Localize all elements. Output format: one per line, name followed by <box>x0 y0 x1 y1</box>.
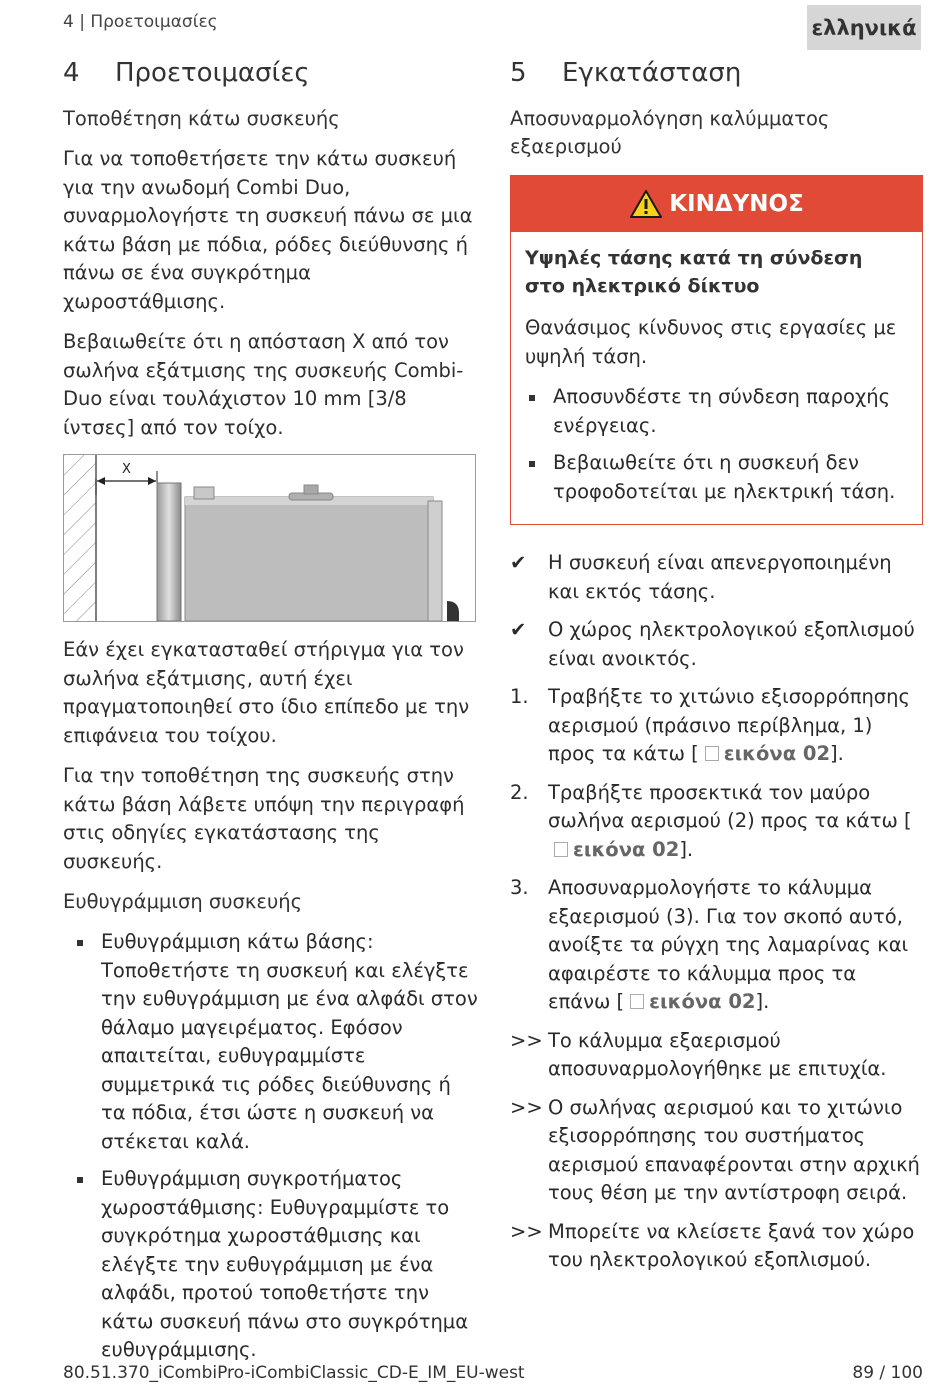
dimension-label-x: X <box>122 462 131 477</box>
list-item: Αποσυνδέστε τη σύνδεση παροχής ενέργειας. <box>525 383 908 440</box>
step-text: Η συσκευή είναι απενεργοποιημένη και εκτός τάσης. <box>548 551 892 603</box>
danger-text: Θανάσιμος κίνδυνος στις εργασίες με υψηλή τάση. <box>525 316 897 368</box>
step-text-end: ]. <box>830 742 844 765</box>
document-id: 80.51.370_iCombiPro-iCombiClassic_CD-E_IM_EU-west <box>63 1363 525 1383</box>
precondition-item <box>510 616 923 673</box>
danger-body <box>511 232 922 524</box>
figure-ref-icon <box>554 842 568 857</box>
result-item <box>510 1094 923 1208</box>
result-marker: >> <box>510 1095 543 1119</box>
danger-heading: Υψηλές τάσης κατά τη σύνδεση στο ηλεκτρικό δίκτυο <box>525 247 863 297</box>
step-text: Ο σωλήνας αερισμού και το χιτώνιο εξισορρόπησης του συστήματος αερισμού επαναφέρονται στην αρχική τους θέση με την αντίστροφη σειρά. <box>548 1095 920 1204</box>
step-item <box>510 683 923 769</box>
figure-ref-link[interactable]: εικόνα 02 <box>649 990 756 1013</box>
alignment-list <box>63 928 478 1365</box>
appliance-side-panel <box>428 501 442 621</box>
subtitle-remove-vent-cover: Αποσυναρμολόγηση καλύμματος εξαερισμού <box>510 107 830 158</box>
section-title-text: Προετοιμασίες <box>115 58 310 88</box>
paragraph: Εάν έχει εγκατασταθεί στήριγμα για τον σωλήνα εξάτμισης, αυτή έχει πραγματοποιηθεί στο ίδιο επίπεδο με την επιφάνεια του τοίχου. <box>63 638 470 747</box>
step-text: Μπορείτε να κλείσετε ξανά τον χώρο του ηλεκτρολογικού εξοπλισμού. <box>548 1219 915 1271</box>
section-title-preparations <box>63 55 478 91</box>
section-title-text: Εγκατάσταση <box>562 58 742 88</box>
step-number: 1. <box>510 685 529 708</box>
result-item <box>510 1027 923 1084</box>
wall-distance-illustration <box>64 455 475 621</box>
subtitle-install-lower-unit: Τοποθέτηση κάτω συσκευής <box>63 107 340 130</box>
steps-list <box>510 549 923 1275</box>
result-marker: >> <box>510 1028 543 1052</box>
step-text-end: ]. <box>679 837 694 861</box>
figure-ref-icon <box>705 746 719 761</box>
warning-triangle-icon <box>629 189 663 219</box>
section-title-installation <box>510 55 923 91</box>
section-number: 5 <box>510 58 527 88</box>
step-text: Αποσυναρμολογήστε το κάλυμμα εξαερισμού (3). Για τον σκοπό αυτό, ανοίξτε τα ρύγχη της λαμαρίνας και αφαιρέστε το κάλυμμα προς τα επάνω [ <box>548 876 909 1013</box>
paragraph: Για να τοποθετήσετε την κάτω συσκευή για την ανωδομή Combi Duo, συναρμολογήστε τη συσκευή πάνω σε μια κάτω βάση με πόδια, ρόδες διεύθυνσης ή πάνω σε ένα συγκρότημα χωροστάθμισης. <box>63 147 473 313</box>
step-text: Ο χώρος ηλεκτρολογικού εξοπλισμού είναι ανοικτός. <box>548 618 915 670</box>
paragraph: Για την τοποθέτηση της συσκευής στην κάτω βάση λάβετε υπόψη την περιγραφή στις οδηγίες εγκατάστασης της συσκευής. <box>63 764 465 873</box>
wall-hatch <box>64 455 96 621</box>
step-item <box>510 874 923 1017</box>
wall-distance-figure <box>63 454 476 622</box>
left-column <box>63 55 478 1377</box>
step-number: 2. <box>510 780 529 804</box>
danger-list <box>525 383 908 506</box>
list-item: Βεβαιωθείτε ότι η συσκευή δεν τροφοδοτείται με ηλεκτρική τάση. <box>525 449 908 506</box>
dimension-arrow-left <box>97 477 105 485</box>
figure-ref-icon <box>630 994 644 1009</box>
step-text: Τραβήξτε προσεκτικά τον μαύρο σωλήνα αερισμού (2) προς τα κάτω [ <box>548 780 912 832</box>
exhaust-pipe <box>157 483 181 621</box>
result-marker: >> <box>510 1219 543 1243</box>
result-item <box>510 1218 923 1275</box>
language-badge: ελληνικά <box>807 5 921 50</box>
appliance-black-hose <box>447 601 459 621</box>
step-text: Τραβήξτε το χιτώνιο εξισορρόπησης αερισμού (πράσινο περίβλημα, 1) προς τα κάτω [ <box>548 685 910 765</box>
dimension-arrow-right <box>148 477 156 485</box>
paragraph: Βεβαιωθείτε ότι η απόσταση X από τον σωλήνα εξάτμισης της συσκευής Combi-Duo είναι τουλάχιστον 10 mm [3/8 ίντσες] από τον τοίχο. <box>63 330 464 439</box>
breadcrumb: 4 | Προετοιμασίες <box>63 12 218 32</box>
danger-header <box>511 176 922 232</box>
checkmark-icon: ✔ <box>510 551 527 574</box>
danger-title: ΚΙΝΔΥΝΟΣ <box>669 191 804 217</box>
list-item: Ευθυγράμμιση συγκροτήματος χωροστάθμισης: Ευθυγραμμίστε το συγκρότημα χωροστάθμισης και ελέγξτε την ευθυγράμμιση με ένα αλφάδι, προτού τοποθετήστε την κάτω συσκευή πάνω στο συγκρότημα ευθυγράμμισης. <box>63 1165 478 1365</box>
appliance-body <box>185 497 433 621</box>
list-item: Ευθυγράμμιση κάτω βάσης: Τοποθετήστε τη συσκευή και ελέγξτε την ευθυγράμμιση με ένα αλφάδι στον θάλαμο μαγειρέματος. Εφόσον απαιτείται, ευθυγραμμίστε συμμετρικά τις ρόδες διεύθυνσης ή τα πόδια, έτσι ώστε η συσκευή να στέκεται καλά. <box>63 928 478 1156</box>
appliance-connector <box>194 487 214 499</box>
section-number: 4 <box>63 58 80 88</box>
step-number: 3. <box>510 876 529 899</box>
appliance-vent-knob <box>304 485 318 494</box>
right-column <box>510 55 923 1285</box>
figure-ref-link[interactable]: εικόνα 02 <box>573 837 680 861</box>
step-item <box>510 779 923 865</box>
step-text: Το κάλυμμα εξαερισμού αποσυναρμολογήθηκε με επιτυχία. <box>548 1028 887 1080</box>
page-number: 89 / 100 <box>852 1363 923 1383</box>
checkmark-icon: ✔ <box>510 618 527 641</box>
danger-box <box>510 175 923 525</box>
figure-ref-link[interactable]: εικόνα 02 <box>723 742 831 765</box>
precondition-item <box>510 549 923 606</box>
subtitle-alignment: Ευθυγράμμιση συσκευής <box>63 890 303 913</box>
step-text-end: ]. <box>755 990 770 1013</box>
